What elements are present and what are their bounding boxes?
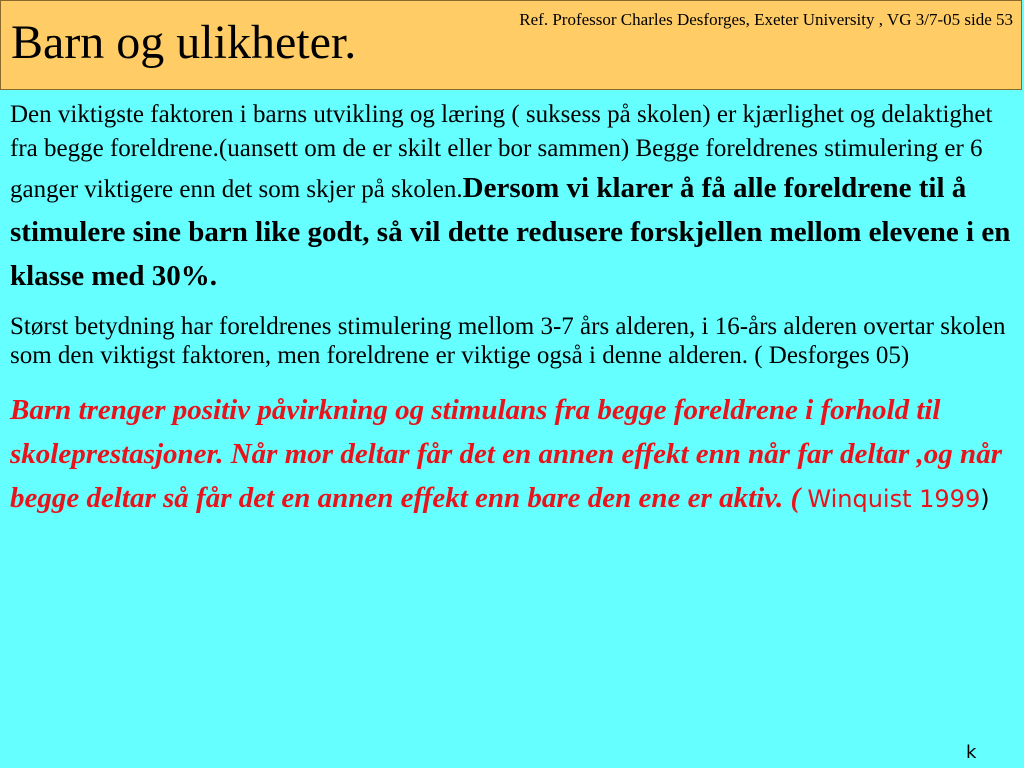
slide-body xyxy=(10,98,1016,521)
paragraph-parent-effect-text: Barn trenger positiv påvirkning og stimulans fra begge foreldrene i forhold til skoleprestasjoner. Når mor deltar får det en annen effekt enn når far deltar ,og når begge deltar så får det en annen effekt enn bare den ene er aktiv. ( xyxy=(10,394,1002,514)
paragraph-parent-effect xyxy=(10,388,1016,521)
paragraph-age-stimulation: Størst betydning har foreldrenes stimulering mellom 3-7 års alderen, i 16-års alderen overtar skolen som den viktigst faktoren, men foreldrene er viktige også i denne alderen. ( Desforges 05) xyxy=(10,313,1006,369)
slide-title: Barn og ulikheter. xyxy=(11,16,357,69)
reference-note: Ref. Professor Charles Desforges, Exeter University , VG 3/7-05 side 53 xyxy=(519,10,1013,29)
paragraph-importance xyxy=(10,98,1016,298)
corner-mark: k xyxy=(966,742,977,763)
title-bar xyxy=(0,0,1022,90)
paragraph-importance-text: Den viktigste faktoren i barns utvikling og læring ( suksess på skolen) er kjærlighet og delaktighet fra begge foreldrene.(uansett om de er skilt eller bor sammen) Begge foreldrenes stimulering er 6 ganger viktigere enn det som skjer på skolen. xyxy=(10,101,993,203)
citation-winquist: Winquist 1999 xyxy=(807,485,981,513)
citation-closing: ) xyxy=(980,485,990,513)
paragraph-importance-emphasis: Dersom vi klarer å få alle foreldrene til å stimulere sine barn like godt, så vil dette redusere forskjellen mellom elevene i en klasse med 30%. xyxy=(10,172,1011,292)
